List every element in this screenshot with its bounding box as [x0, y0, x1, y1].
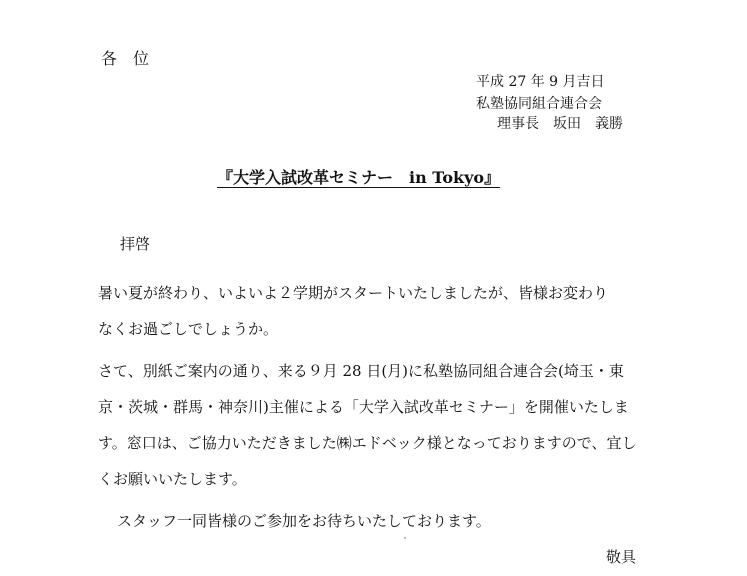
document-title: 『大学入試改革セミナー in Tokyo』	[217, 168, 501, 187]
body-line-1: 暑い夏が終わり、いよいよ２学期がスタートいたしましたが、皆様お変わり	[98, 284, 609, 302]
body-line-6: くお願いいたします。	[98, 470, 247, 488]
body-line-3: さて、別紙ご案内の通り、来る９月 28 日(月)に私塾協同組合連合会(埼玉・東	[98, 362, 624, 380]
body-line-7: スタッフ一同皆様のご参加をお待ちいたしております。	[117, 512, 491, 530]
addressee: 各位	[101, 49, 166, 68]
chair-line	[497, 113, 623, 133]
scan-speck	[404, 537, 406, 539]
body-line-2: なくお過ごしでしょうか。	[98, 320, 279, 338]
organization-name: 私塾協同組合連合会	[476, 96, 602, 112]
chair-title: 理事長	[497, 116, 539, 132]
body-line-5: す。窓口は、ご協力いただきました㈱エドベック様となっておりますので、宜し	[98, 434, 637, 452]
greeting: 拝啓	[120, 235, 151, 253]
chair-name: 坂田 義勝	[553, 116, 623, 132]
body-line-4: 京・茨城・群馬・神奈川)主催による「大学入試改革セミナー」を開催いたしま	[98, 398, 629, 416]
closing: 敬具	[606, 548, 637, 566]
date: 平成 27 年 9 月吉日	[476, 74, 605, 90]
